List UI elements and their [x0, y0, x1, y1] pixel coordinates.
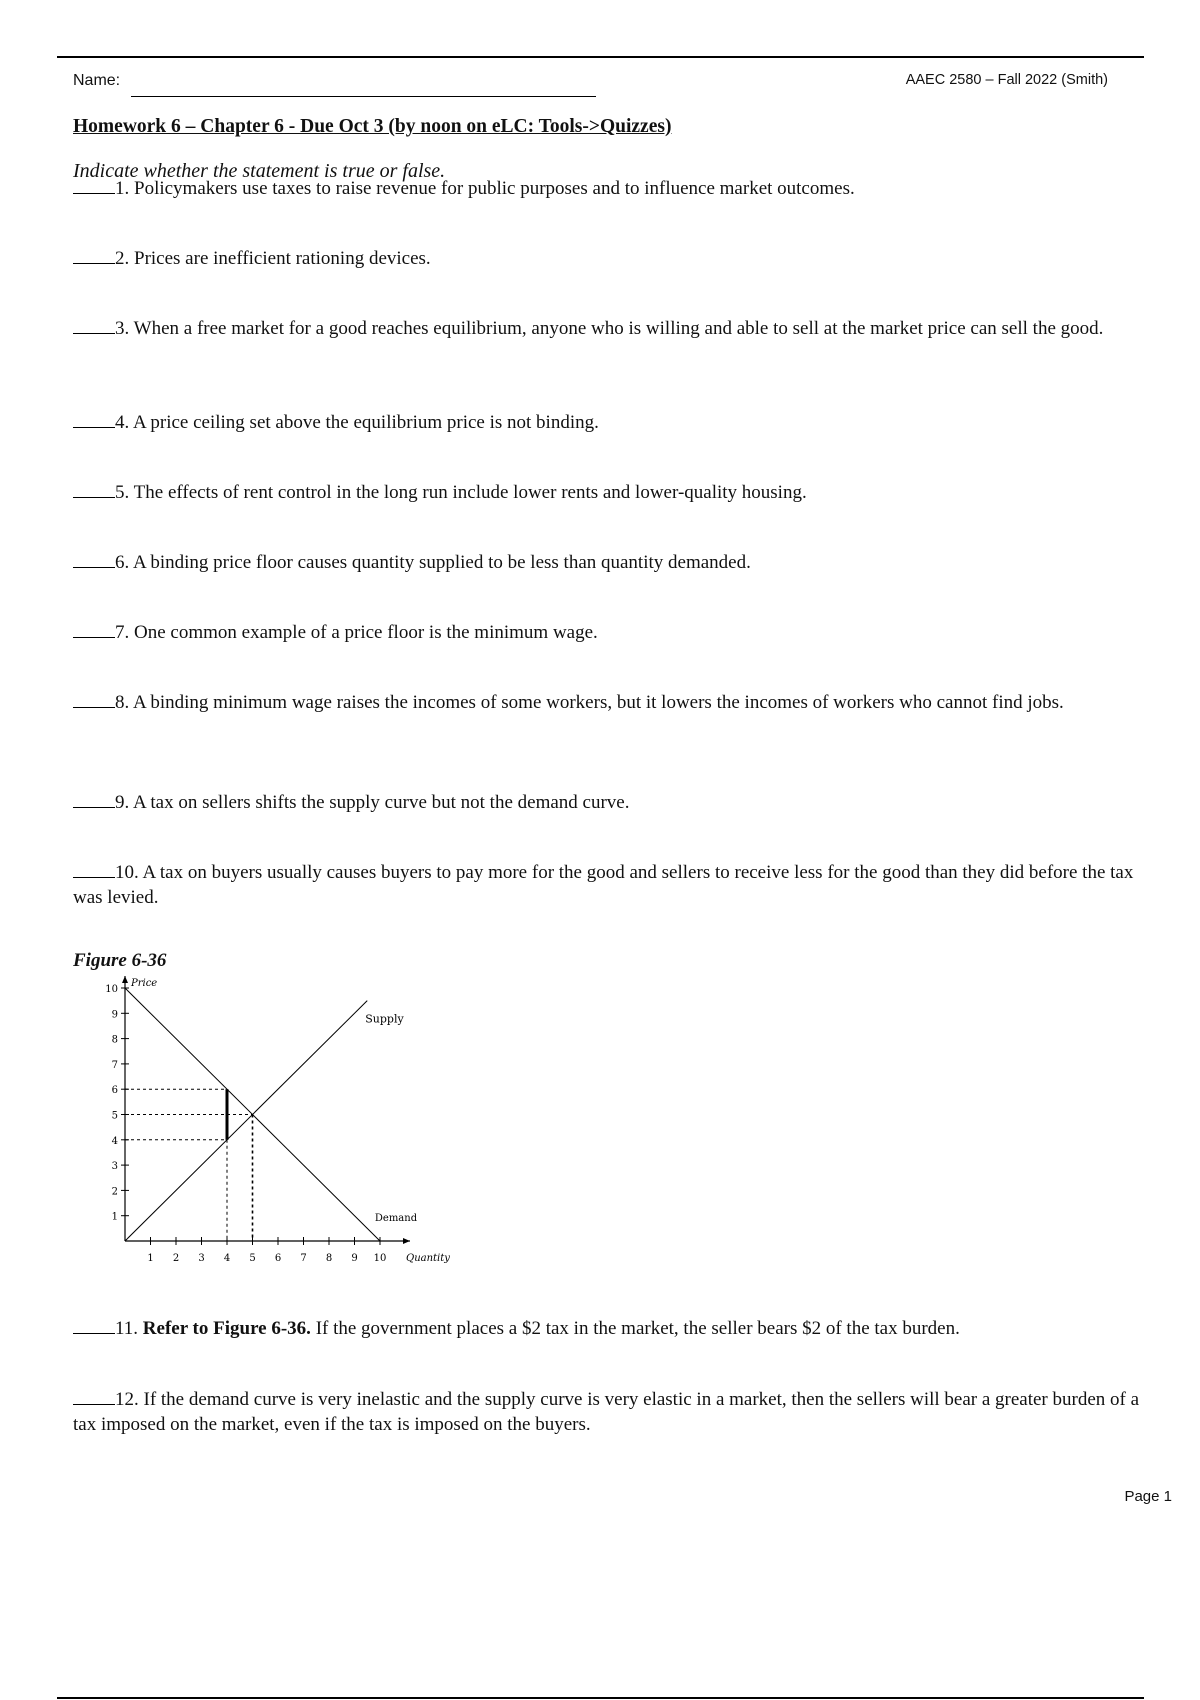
y-tick-label: 3	[111, 1161, 118, 1173]
question-8	[73, 690, 1145, 715]
supply-curve	[125, 1001, 367, 1241]
answer-blank-4[interactable]	[73, 411, 115, 428]
question-text: 8. A binding minimum wage raises the incomes of some workers, but it lowers the incomes of workers who cannot find jobs.	[115, 692, 1064, 713]
question-5	[73, 480, 1145, 505]
question-text: 2. Prices are inefficient rationing devices.	[115, 248, 431, 269]
y-tick-label: 2	[111, 1186, 118, 1198]
x-axis-arrow	[403, 1238, 410, 1244]
x-tick-label: 7	[300, 1253, 307, 1264]
y-tick-label: 6	[111, 1085, 118, 1097]
answer-blank-5[interactable]	[73, 481, 115, 498]
answer-blank-10[interactable]	[73, 861, 115, 878]
answer-blank-8[interactable]	[73, 691, 115, 708]
answer-blank-9[interactable]	[73, 791, 115, 808]
answer-blank-12[interactable]	[73, 1388, 115, 1405]
question-prefix: 11.	[115, 1318, 143, 1339]
answer-blank-1[interactable]	[73, 177, 115, 194]
question-text: 4. A price ceiling set above the equilibrium price is not binding.	[115, 412, 599, 433]
y-tick-label: 9	[111, 1009, 118, 1021]
question-text: 7. One common example of a price floor is the minimum wage.	[115, 622, 598, 643]
figure-title: Figure 6-36	[73, 950, 167, 971]
question-text: 9. A tax on sellers shifts the supply curve but not the demand curve.	[115, 792, 630, 813]
question-text: 10. A tax on buyers usually causes buyers to pay more for the good and sellers to receive less for the good than they did before the tax was levied.	[73, 862, 1134, 908]
y-tick-label: 7	[111, 1059, 118, 1071]
question-2	[73, 246, 1145, 271]
y-axis-label: Price	[131, 978, 158, 989]
y-tick-label: 5	[111, 1110, 118, 1122]
x-tick-label: 2	[172, 1253, 180, 1264]
question-text: 5. The effects of rent control in the long run include lower rents and lower-quality housing.	[115, 482, 807, 503]
page-number: Page 1	[1124, 1488, 1172, 1505]
answer-blank-7[interactable]	[73, 621, 115, 638]
x-tick-label: 3	[198, 1253, 205, 1264]
question-12	[73, 1387, 1145, 1437]
question-text: If the government places a $2 tax in the market, the seller bears $2 of the tax burden.	[310, 1318, 960, 1339]
answer-blank-3[interactable]	[73, 317, 115, 334]
question-6	[73, 550, 1145, 575]
x-tick-label: 1	[147, 1253, 154, 1264]
x-tick-label: 10	[373, 1253, 387, 1264]
y-tick-label: 10	[105, 984, 118, 995]
answer-blank-2[interactable]	[73, 247, 115, 264]
bottom-rule	[57, 1697, 1144, 1699]
homework-title: Homework 6 – Chapter 6 - Due Oct 3 (by noon on eLC: Tools->Quizzes)	[73, 116, 672, 137]
name-field-line[interactable]	[131, 96, 596, 97]
x-tick-label: 8	[325, 1253, 333, 1264]
y-tick-label: 1	[111, 1211, 118, 1223]
answer-blank-11[interactable]	[73, 1317, 115, 1334]
x-axis-label: Quantity	[406, 1253, 450, 1264]
x-tick-label: 9	[351, 1253, 358, 1264]
question-text: 6. A binding price floor causes quantity supplied to be less than quantity demanded.	[115, 552, 751, 573]
name-label: Name:	[73, 72, 121, 89]
question-4	[73, 410, 1145, 435]
question-figure-ref: Refer to Figure 6-36.	[142, 1318, 311, 1339]
supply-demand-chart	[90, 968, 470, 1276]
question-11	[73, 1316, 1145, 1341]
question-10	[73, 860, 1145, 910]
supply-label: Supply	[365, 1012, 404, 1026]
question-3	[73, 316, 1145, 341]
question-text: 1. Policymakers use taxes to raise revenue for public purposes and to influence market outcomes.	[115, 178, 855, 199]
question-7	[73, 620, 1145, 645]
y-tick-label: 4	[111, 1135, 118, 1147]
y-tick-label: 8	[111, 1034, 118, 1046]
x-tick-label: 6	[274, 1253, 282, 1264]
question-text: 12. If the demand curve is very inelastic and the supply curve is very elastic in a market, then the sellers will bear a greater burden of a tax imposed on the market, even if the tax is imposed on the buyers.	[73, 1389, 1140, 1435]
course-info: AAEC 2580 – Fall 2022 (Smith)	[905, 72, 1108, 88]
y-axis-arrow	[122, 976, 128, 983]
x-tick-label: 5	[249, 1253, 256, 1264]
answer-blank-6[interactable]	[73, 551, 115, 568]
question-1	[73, 176, 1145, 201]
question-text: 3. When a free market for a good reaches equilibrium, anyone who is willing and able to sell at the market price can sell the good.	[115, 318, 1104, 339]
instructions: Indicate whether the statement is true or false.	[73, 160, 446, 182]
question-9	[73, 790, 1145, 815]
x-tick-label: 4	[223, 1253, 231, 1264]
top-rule	[57, 56, 1144, 58]
demand-label: Demand	[374, 1212, 418, 1224]
